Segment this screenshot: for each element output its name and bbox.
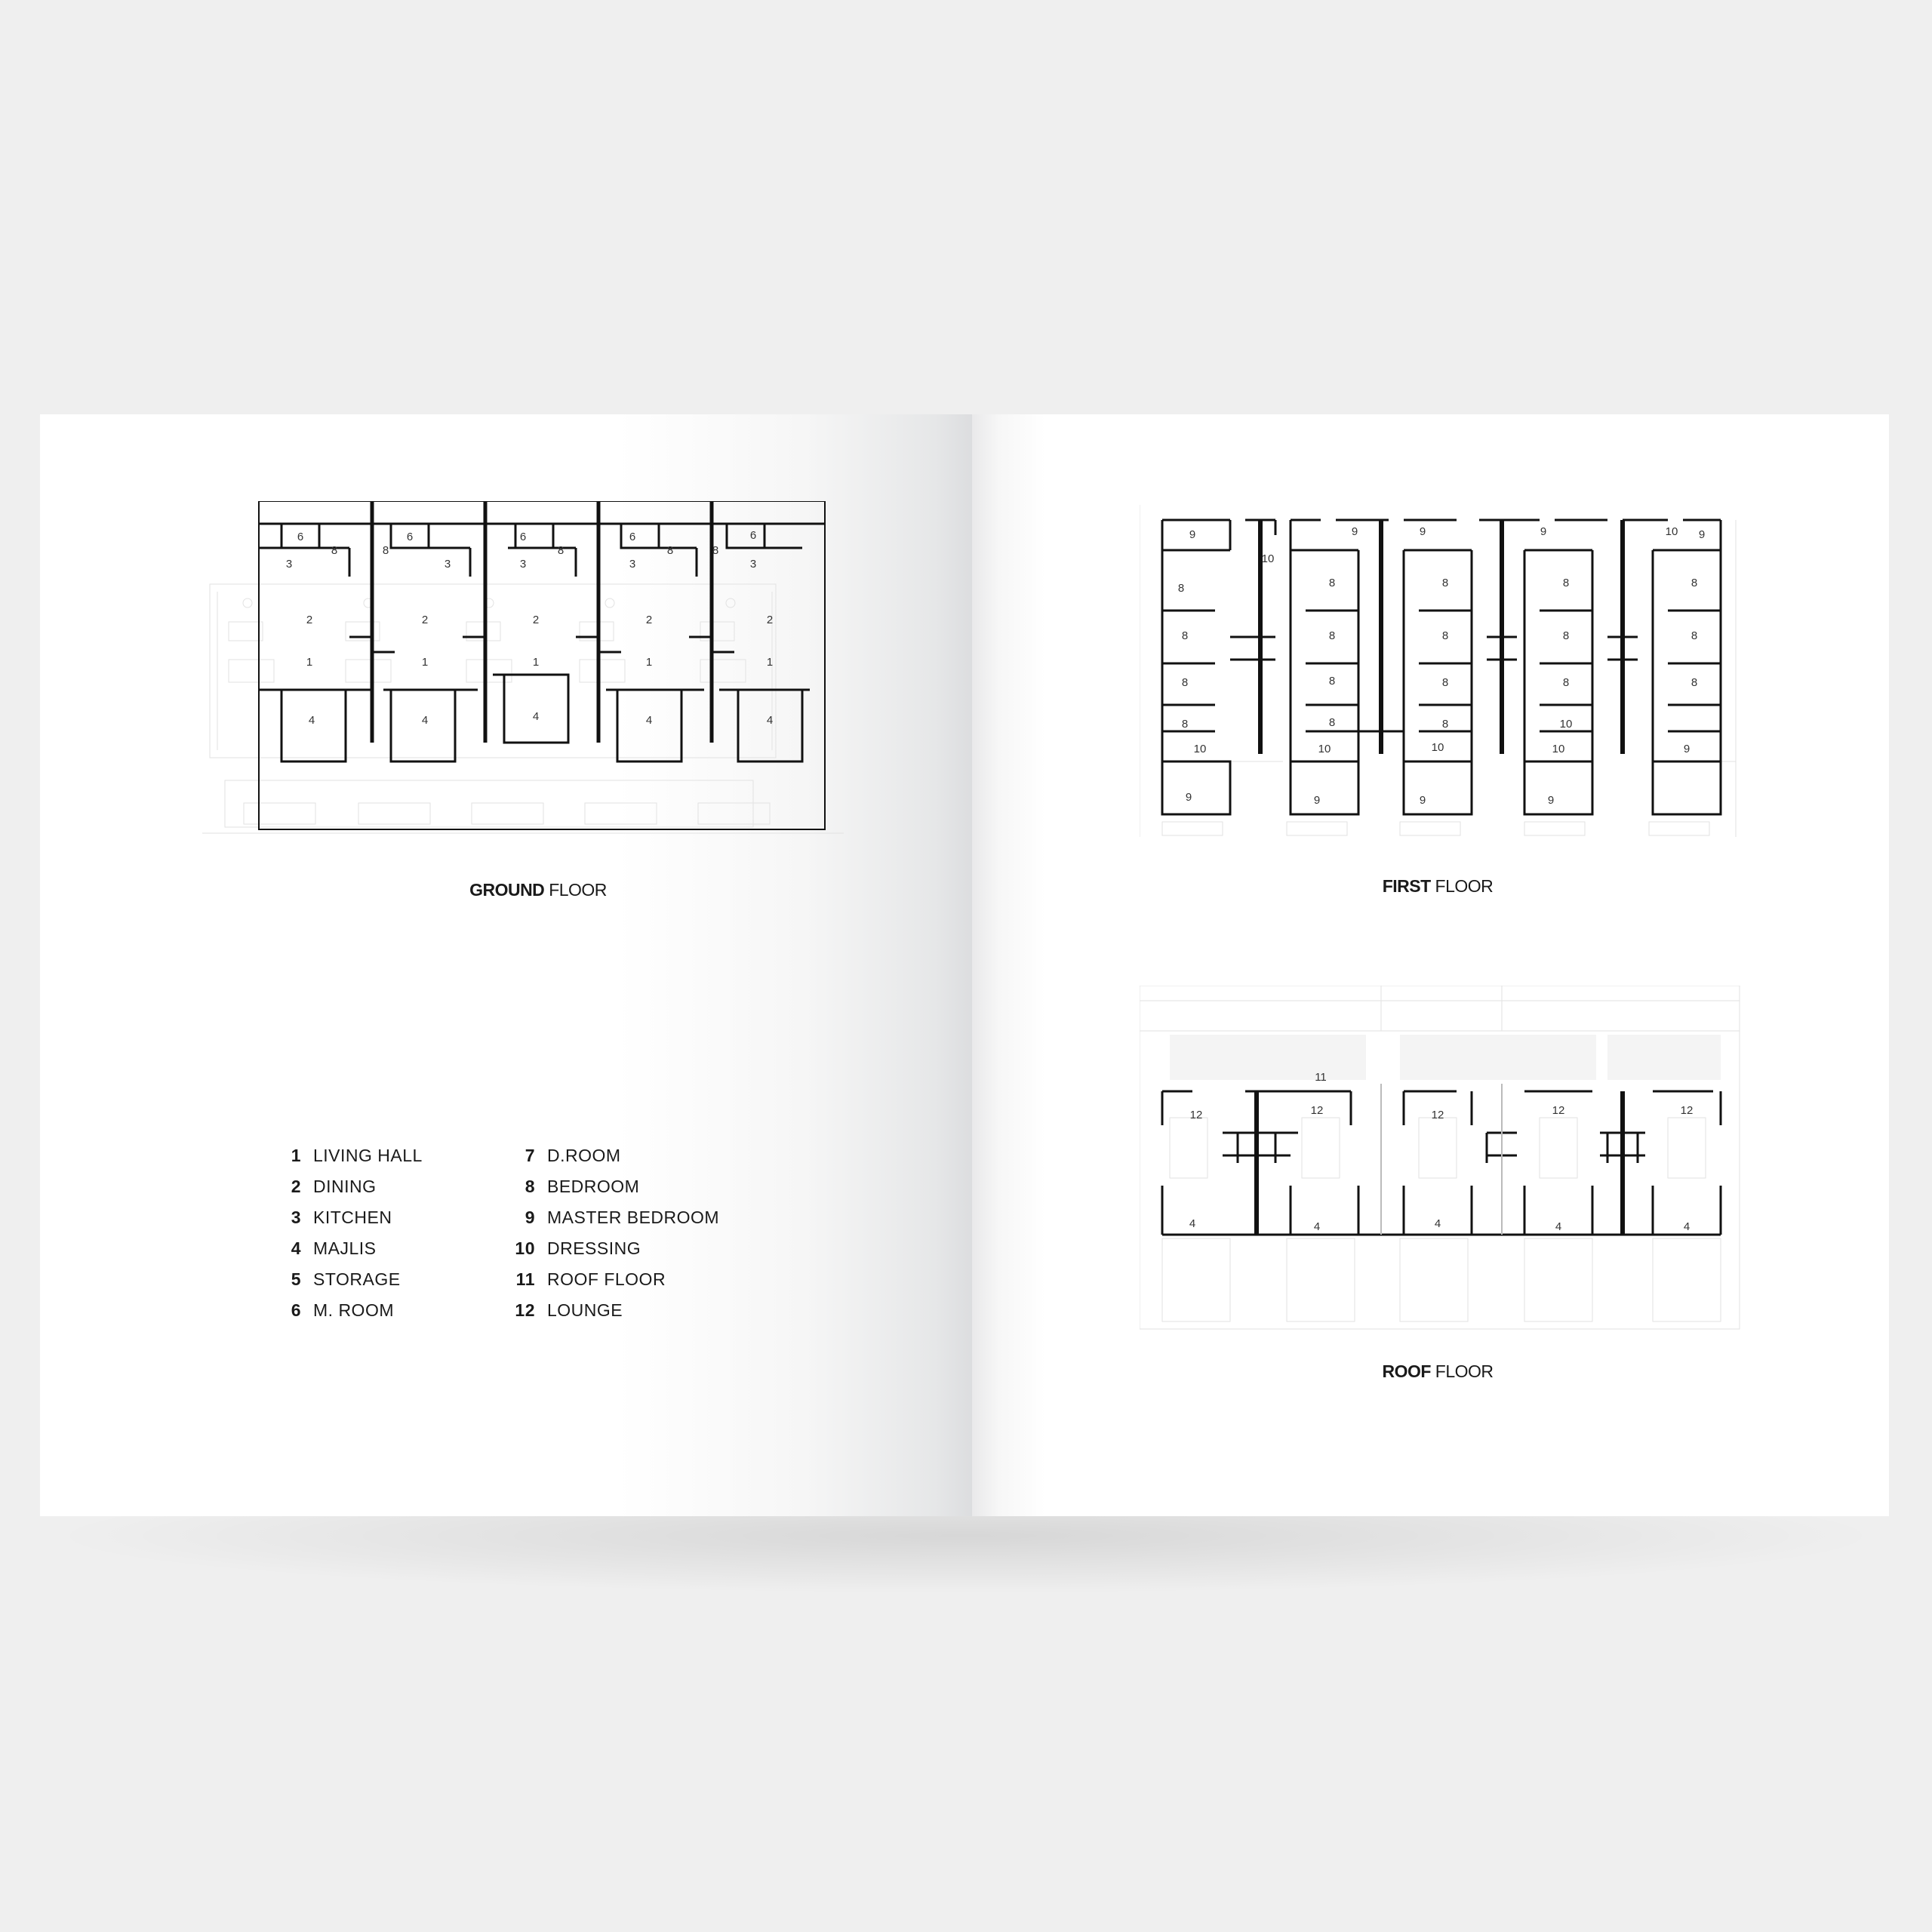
svg-text:8: 8 (1441, 718, 1449, 731)
svg-text:4: 4 (1683, 1220, 1690, 1233)
ground-floor-caption (425, 880, 651, 900)
caption-rest: FLOOR (1435, 876, 1494, 896)
svg-text:8: 8 (1690, 676, 1698, 689)
svg-text:6: 6 (406, 531, 414, 543)
svg-text:9: 9 (1540, 525, 1547, 538)
svg-text:9: 9 (1351, 525, 1358, 538)
svg-text:1: 1 (532, 656, 540, 669)
svg-text:10: 10 (1318, 743, 1331, 755)
svg-text:2: 2 (306, 614, 313, 626)
svg-text:8: 8 (331, 544, 338, 557)
svg-text:4: 4 (308, 714, 315, 727)
svg-text:8: 8 (1177, 582, 1185, 595)
svg-text:8: 8 (1328, 629, 1336, 642)
ground-floor-plan (198, 501, 848, 841)
svg-text:3: 3 (629, 558, 636, 571)
svg-text:9: 9 (1189, 528, 1196, 541)
svg-text:8: 8 (1690, 577, 1698, 589)
svg-text:10: 10 (1431, 741, 1444, 754)
svg-text:12: 12 (1189, 1109, 1203, 1121)
room-legend (275, 1140, 804, 1337)
svg-text:8: 8 (1441, 676, 1449, 689)
svg-text:8: 8 (1181, 718, 1189, 731)
svg-text:10: 10 (1665, 525, 1678, 538)
svg-text:6: 6 (297, 531, 304, 543)
caption-bold: GROUND (469, 880, 545, 900)
svg-text:4: 4 (421, 714, 429, 727)
svg-text:8: 8 (1562, 629, 1570, 642)
svg-text:8: 8 (712, 544, 719, 557)
legend-item: 6 M. ROOM (291, 1300, 394, 1320)
left-page (40, 414, 972, 1516)
roof-floor-plan (1140, 986, 1743, 1333)
svg-text:1: 1 (766, 656, 774, 669)
svg-text:9: 9 (1419, 794, 1426, 807)
roof-floor-drawing (1140, 986, 1743, 1333)
ground-floor-drawing (198, 501, 848, 841)
svg-text:3: 3 (749, 558, 757, 571)
svg-text:2: 2 (532, 614, 540, 626)
svg-text:8: 8 (1328, 716, 1336, 729)
svg-text:6: 6 (519, 531, 527, 543)
svg-text:9: 9 (1185, 791, 1192, 804)
svg-text:8: 8 (1441, 629, 1449, 642)
caption-bold: ROOF (1382, 1361, 1431, 1381)
legend-item: 10 DRESSING (515, 1238, 641, 1258)
svg-text:8: 8 (666, 544, 674, 557)
svg-text:8: 8 (1181, 629, 1189, 642)
svg-text:12: 12 (1431, 1109, 1444, 1121)
caption-rest: FLOOR (1435, 1361, 1494, 1381)
first-floor-caption (1324, 876, 1551, 897)
legend-column-1 (275, 1140, 423, 1326)
svg-text:12: 12 (1680, 1104, 1694, 1117)
svg-text:6: 6 (629, 531, 636, 543)
svg-text:12: 12 (1310, 1104, 1324, 1117)
right-page (972, 414, 1889, 1516)
svg-text:1: 1 (306, 656, 313, 669)
svg-text:8: 8 (1562, 676, 1570, 689)
svg-text:3: 3 (519, 558, 527, 571)
svg-text:8: 8 (1562, 577, 1570, 589)
svg-text:4: 4 (766, 714, 774, 727)
svg-text:2: 2 (766, 614, 774, 626)
svg-text:10: 10 (1559, 718, 1573, 731)
svg-text:4: 4 (532, 710, 540, 723)
svg-text:4: 4 (1313, 1220, 1321, 1233)
svg-text:4: 4 (1434, 1217, 1441, 1230)
svg-text:3: 3 (285, 558, 293, 571)
svg-text:8: 8 (382, 544, 389, 557)
svg-text:3: 3 (444, 558, 451, 571)
legend-item: 4 MAJLIS (291, 1238, 377, 1258)
first-floor-drawing (1140, 505, 1743, 837)
legend-item: 8 BEDROOM (525, 1177, 640, 1196)
svg-text:4: 4 (1189, 1217, 1196, 1230)
svg-text:8: 8 (1328, 577, 1336, 589)
legend-item: 9 MASTER BEDROOM (525, 1208, 720, 1227)
svg-text:11: 11 (1315, 1071, 1327, 1084)
svg-text:9: 9 (1698, 528, 1706, 541)
svg-text:9: 9 (1419, 525, 1426, 538)
svg-text:10: 10 (1193, 743, 1207, 755)
svg-text:9: 9 (1683, 743, 1690, 755)
legend-item: 11 ROOF FLOOR (515, 1269, 666, 1289)
svg-text:1: 1 (645, 656, 653, 669)
svg-text:12: 12 (1552, 1104, 1565, 1117)
legend-item: 7 D.ROOM (525, 1146, 621, 1165)
svg-text:6: 6 (749, 529, 757, 542)
legend-column-2 (509, 1140, 719, 1326)
svg-text:8: 8 (1181, 676, 1189, 689)
svg-text:8: 8 (1690, 629, 1698, 642)
svg-text:8: 8 (1441, 577, 1449, 589)
svg-text:10: 10 (1552, 743, 1565, 755)
svg-text:9: 9 (1547, 794, 1555, 807)
first-floor-plan (1140, 505, 1743, 837)
roof-floor-caption (1324, 1361, 1551, 1382)
svg-text:1: 1 (421, 656, 429, 669)
legend-item: 12 LOUNGE (515, 1300, 623, 1320)
caption-rest: FLOOR (549, 880, 607, 900)
svg-text:2: 2 (645, 614, 653, 626)
legend-item: 3 KITCHEN (291, 1208, 392, 1227)
legend-item: 1 LIVING HALL (291, 1146, 423, 1165)
svg-text:8: 8 (1328, 675, 1336, 688)
legend-item: 5 STORAGE (291, 1269, 401, 1289)
svg-text:9: 9 (1313, 794, 1321, 807)
legend-item: 2 DINING (291, 1177, 377, 1196)
caption-bold: FIRST (1382, 876, 1431, 896)
svg-text:8: 8 (557, 544, 565, 557)
svg-text:2: 2 (421, 614, 429, 626)
svg-text:4: 4 (1555, 1220, 1562, 1233)
svg-text:4: 4 (645, 714, 653, 727)
svg-text:10: 10 (1261, 552, 1275, 565)
